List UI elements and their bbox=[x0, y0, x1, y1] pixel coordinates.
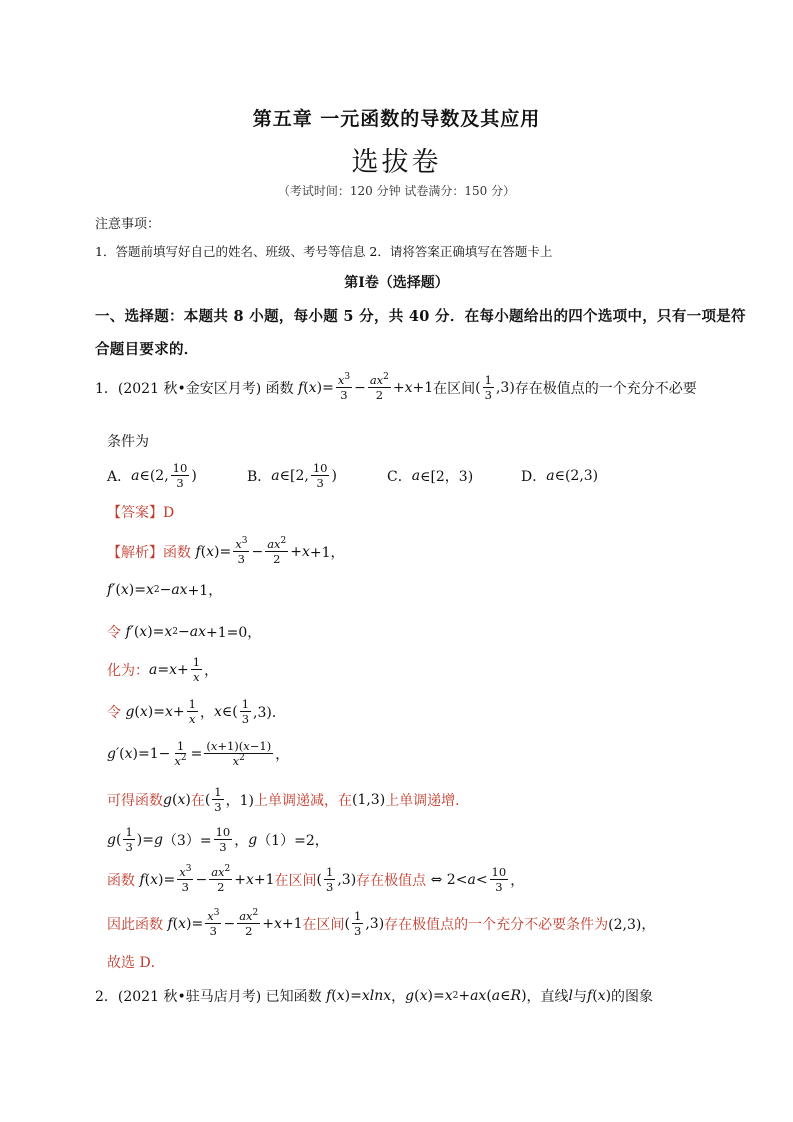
answer-value: D bbox=[163, 505, 175, 521]
analysis-line-1: 【解析】 函数 f ( x )= $\frac{x^3}{3}$ − $\frac{ax^2}{2}$ + x +1， bbox=[107, 536, 345, 567]
exam-name: 选拔卷 bbox=[351, 147, 442, 178]
analysis-line-8: g ( $\frac{1}{3}$ )= g （3）= $\frac{10}{3}$ ， g （1）=2， bbox=[107, 825, 329, 855]
analysis-line-3: 令 f′ ( x )= x 2 − ax +1=0， bbox=[107, 624, 262, 641]
q1-prefix: 1．(2021 秋•金安区月考) 函数 bbox=[95, 380, 294, 397]
analysis-conclusion: 故选 D． bbox=[107, 955, 165, 971]
q1-function-formula: f bbox=[293, 379, 304, 396]
analysis-line-6: g′ ( x )=1− $\frac{1}{x^2}$ = $\frac{(x+1)(x-1)}{x^2}$ ， bbox=[107, 739, 290, 769]
q2-prefix: 2．(2021 秋•驻马店月考) 已知函数 bbox=[95, 989, 322, 1005]
section-heading-line2: 合题目要求的． bbox=[95, 341, 199, 358]
question-1-stem: 1．(2021 秋•金安区月考) 函数 f ( x )= $\frac{x^3}{3}$ − $\frac{ax^2}{2}$ + x +1 在区间 ( $\frac{1}{3}$ ,3) 存在极值点的一个充分不必要 bbox=[95, 372, 697, 403]
analysis-line-4: 化为： a = x + $\frac{1}{x}$ ， bbox=[107, 655, 219, 685]
analysis-line-5: 令 g ( x )= x + $\frac{1}{x}$ ， x ∈( $\frac{1}{3}$ ,3)． bbox=[107, 697, 286, 727]
notes-heading: 注意事项： bbox=[95, 217, 161, 232]
exam-info: （考试时间：120 分钟 试卷满分：150 分） bbox=[277, 184, 516, 198]
chapter-title: 第五章 一元函数的导数及其应用 bbox=[252, 108, 541, 130]
analysis-tag: 【解析】 bbox=[107, 544, 163, 561]
q1-suffix: 存在极值点的一个充分不必要 bbox=[514, 380, 697, 397]
notes-text: 1．答题前填写好自己的姓名、班级、考号等信息 2．请将答案正确填写在答题卡上 bbox=[95, 244, 553, 259]
question-2-stem: 2．(2021 秋•驻马店月考) 已知函数 f ( x )= xlnx ， g ( x )= x 2 + ax ( a ∈ R ) ，直线 l 与 f ( x ) 的图象 bbox=[95, 988, 654, 1005]
answer-line bbox=[107, 502, 174, 522]
choice-c[interactable]: C． a ∈[2，3) bbox=[387, 468, 474, 485]
choice-d[interactable]: D． a ∈(2,3) bbox=[521, 468, 599, 485]
volume-title: 第Ⅰ卷（选择题） bbox=[344, 275, 449, 291]
q1-mid: 在区间 bbox=[433, 380, 476, 397]
section-heading-line1: 一、选择题：本题共 8 小题，每小题 5 分，共 40 分．在每小题给出的四个选项中，只有一项是符 bbox=[95, 308, 746, 325]
answer-tag: 【答案】 bbox=[107, 505, 163, 521]
question-1-line2: 条件为 bbox=[107, 434, 149, 450]
analysis-line-10: 因此函数 f ( x )= $\frac{x^3}{3}$ − $\frac{ax^2}{2}$ + x +1 在区间 ( $\frac{1}{3}$ ,3) 存在极值点的一个充分不必要条件为 (2,3)， bbox=[107, 908, 656, 939]
choice-b[interactable]: B． a ∈[2, $\frac{10}{3}$ ) bbox=[247, 461, 337, 491]
choice-a[interactable]: A． a ∈(2, $\frac{10}{3}$ ) bbox=[107, 461, 197, 491]
analysis-line-9: 函数 f ( x )= $\frac{x^3}{3}$ − $\frac{ax^2}{2}$ + x +1 在区间 ( $\frac{1}{3}$ ,3) 存在极值点 ⇔ 2< a < $\frac{10}{3}$ ， bbox=[107, 864, 525, 895]
analysis-line-2: f′ ( x )= x 2 − ax +1， bbox=[107, 582, 223, 599]
analysis-line-7: 可得函数 g ( x ) 在 ( $\frac{1}{3}$ ，1) 上单调递减，在 (1,3) 上单调递增． bbox=[107, 785, 470, 815]
